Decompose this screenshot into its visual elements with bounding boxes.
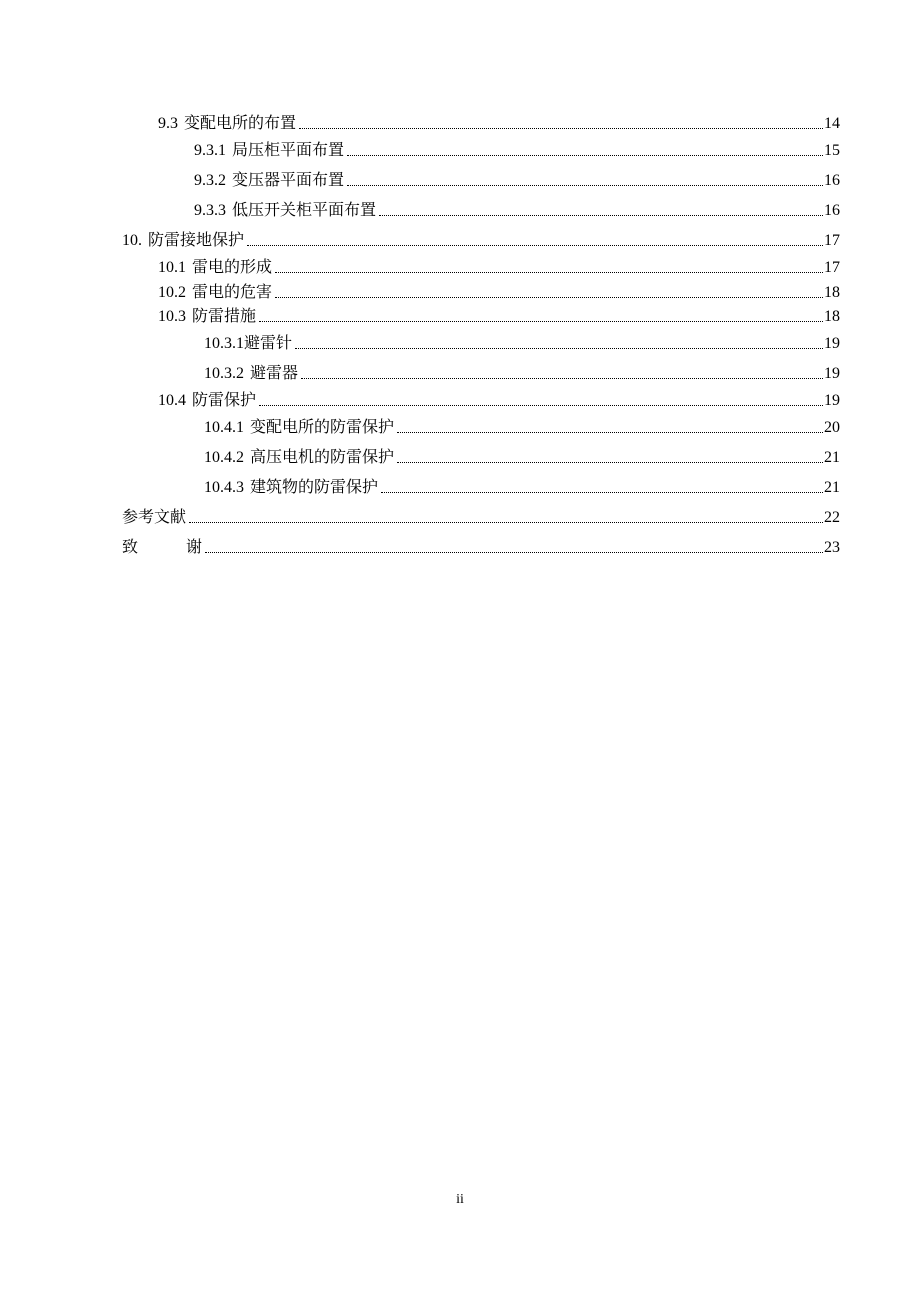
toc-entry-title: 变配电所的防雷保护 <box>250 419 395 436</box>
dot-leader <box>259 320 823 322</box>
toc-entry-number: 9.3.2 <box>194 172 226 189</box>
toc-entry-number: 9.3.3 <box>194 202 226 219</box>
toc-entry-title <box>122 539 202 557</box>
toc-entry-page: 18 <box>824 308 840 325</box>
dot-leader <box>275 296 823 298</box>
toc-entry-title: 防雷措施 <box>192 308 257 325</box>
toc-entry-title: 建筑物的防雷保护 <box>250 479 379 496</box>
toc-entry-title-start: 致 <box>122 539 139 556</box>
toc-entry-page: 21 <box>824 449 840 466</box>
toc-entry[interactable] <box>204 475 840 497</box>
dot-leader <box>295 347 823 349</box>
toc-entry[interactable] <box>194 198 840 220</box>
toc-entry-title: 高压电机的防雷保护 <box>250 449 395 466</box>
toc-entry-title: 防雷保护 <box>192 392 257 409</box>
toc-entry-number: 10.4.2 <box>204 449 244 466</box>
toc-entry[interactable] <box>204 331 840 353</box>
dot-leader <box>275 271 823 273</box>
toc-entry-title: 低压开关柜平面布置 <box>232 202 377 219</box>
dot-leader <box>205 551 823 553</box>
toc-entry[interactable] <box>158 255 840 277</box>
dot-leader <box>379 214 823 216</box>
dot-leader <box>189 521 823 523</box>
toc-entry-number: 9.3 <box>158 115 178 132</box>
toc-entry-number: 10. <box>122 232 142 249</box>
toc-entry-title: 变压器平面布置 <box>232 172 345 189</box>
toc-entry-page: 17 <box>824 232 840 249</box>
dot-leader <box>301 377 823 379</box>
toc-entry[interactable] <box>194 138 840 160</box>
dot-leader <box>299 127 823 129</box>
toc-entry-page: 16 <box>824 202 840 219</box>
toc-entry-references[interactable] <box>122 505 840 527</box>
dot-leader <box>381 491 823 493</box>
toc-entry[interactable] <box>122 228 840 250</box>
toc-entry[interactable] <box>158 304 840 326</box>
toc-entry[interactable] <box>158 388 840 410</box>
toc-entry-title: 避雷针 <box>244 335 293 352</box>
toc-entry-page: 16 <box>824 172 840 189</box>
toc-entry-number: 10.4.3 <box>204 479 244 496</box>
toc-entry-title: 参考文献 <box>122 509 187 526</box>
toc-entry[interactable] <box>204 445 840 467</box>
toc-entry-title: 变配电所的布置 <box>184 115 297 132</box>
dot-leader <box>397 461 823 463</box>
toc-entry-page: 21 <box>824 479 840 496</box>
toc-entry-number: 10.3 <box>158 308 186 325</box>
toc-entry-page: 14 <box>824 115 840 132</box>
dot-leader <box>259 404 823 406</box>
toc-entry-page: 17 <box>824 259 840 276</box>
toc-entry-number: 10.1 <box>158 259 186 276</box>
toc-entry-title: 雷电的危害 <box>192 284 273 301</box>
toc-entry-title-end: 谢 <box>186 539 203 556</box>
toc-entry-page: 19 <box>824 365 840 382</box>
toc-entry[interactable] <box>194 168 840 190</box>
toc-entry-number: 10.2 <box>158 284 186 301</box>
toc-entry-title: 雷电的形成 <box>192 259 273 276</box>
dot-leader <box>347 184 823 186</box>
toc-entry-number: 10.3.2 <box>204 365 244 382</box>
toc-entry-page: 18 <box>824 284 840 301</box>
toc-entry-title: 防雷接地保护 <box>148 232 245 249</box>
toc-entry-number: 9.3.1 <box>194 142 226 159</box>
toc-entry-page: 20 <box>824 419 840 436</box>
toc-entry-number: 10.3.1 <box>204 335 244 352</box>
toc-entry-page: 19 <box>824 335 840 352</box>
toc-entry-page: 22 <box>824 509 840 526</box>
toc-entry[interactable] <box>204 361 840 383</box>
dot-leader <box>247 244 823 246</box>
toc-entry[interactable] <box>158 111 840 133</box>
dot-leader <box>347 154 823 156</box>
toc-entry-number: 10.4.1 <box>204 419 244 436</box>
toc-entry-page: 15 <box>824 142 840 159</box>
toc-entry-page: 23 <box>824 539 840 556</box>
toc-entry-number: 10.4 <box>158 392 186 409</box>
toc-entry-acknowledgements[interactable] <box>122 535 840 557</box>
toc-entry-title: 避雷器 <box>250 365 299 382</box>
page-number: ii <box>456 1192 464 1207</box>
toc-entry-title: 局压柜平面布置 <box>232 142 345 159</box>
toc-entry[interactable] <box>158 280 840 302</box>
toc-entry[interactable] <box>204 415 840 437</box>
dot-leader <box>397 431 823 433</box>
toc-entry-page: 19 <box>824 392 840 409</box>
